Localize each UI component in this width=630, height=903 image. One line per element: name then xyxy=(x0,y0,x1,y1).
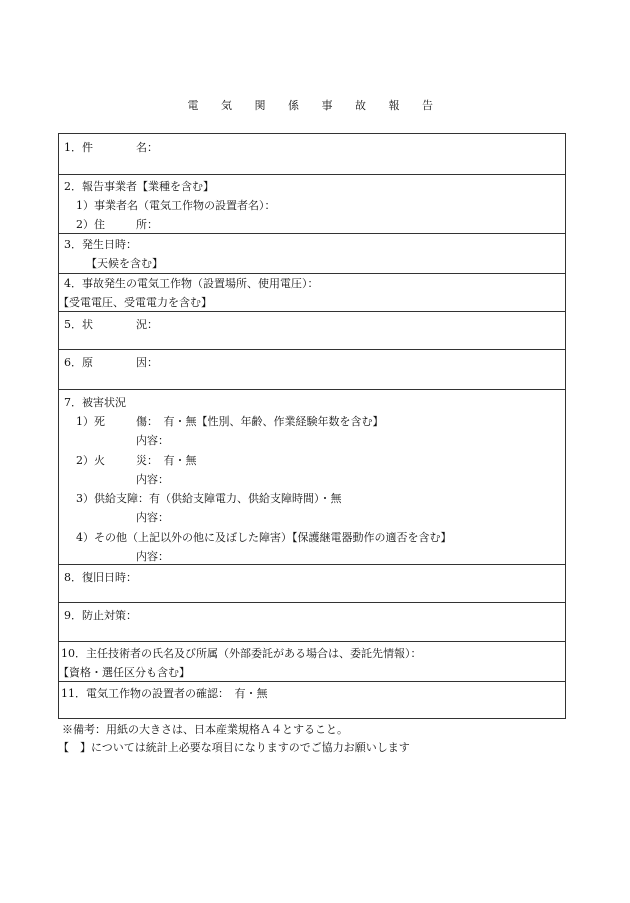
damage-other-content: 内容： xyxy=(136,550,169,563)
chief-engineer-title: 10．主任技術者の氏名及び所属（外部委託がある場合は、委託先情報）： xyxy=(61,647,422,660)
section-chief-engineer xyxy=(59,641,565,682)
damage-other-label: 4）その他（上記以外の他に及ぼした障害）【保護継電器動作の適否を含む】 xyxy=(76,531,452,544)
section-subject-label: 名： xyxy=(136,141,158,154)
cause-label: 因： xyxy=(136,356,158,369)
section-installer-confirmation xyxy=(59,681,565,720)
situation-number: 5．状 xyxy=(64,318,93,331)
section-prevention xyxy=(59,602,565,642)
report-form-table xyxy=(58,133,566,719)
reporter-address-number: 2）住 xyxy=(76,218,105,231)
section-subject-number: 1．件 xyxy=(64,141,93,154)
section-reporter xyxy=(59,174,565,234)
section-occurrence-date xyxy=(59,233,565,274)
chief-engineer-qualification-note: 【資格・選任区分も含む】 xyxy=(58,666,190,679)
section-equipment xyxy=(59,273,565,312)
section-cause xyxy=(59,349,565,390)
reporter-name-line: 1）事業者名（電気工作物の設置者名）： xyxy=(76,199,276,212)
cause-number: 6．原 xyxy=(64,356,93,369)
occurrence-date-title: 3．発生日時： xyxy=(64,238,137,251)
damage-casualty-content: 内容： xyxy=(136,434,169,447)
damage-casualty-number: 1）死 xyxy=(76,415,105,428)
section-subject xyxy=(59,134,565,174)
section-recovery-date xyxy=(59,564,565,603)
situation-label: 況： xyxy=(136,318,158,331)
remark-note: ※備考：用紙の大きさは、日本産業規格Ａ４とすること。 xyxy=(62,723,348,736)
recovery-date-title: 8．復旧日時： xyxy=(64,571,137,584)
installer-confirmation-title: 11．電気工作物の設置者の確認： 有・無 xyxy=(61,687,268,700)
page-title: 電 気 関 係 事 故 報 告 xyxy=(187,99,443,112)
prevention-title: 9．防止対策： xyxy=(64,609,137,622)
damage-supply-label: 3）供給支障：有（供給支障電力、供給支障時間）・無 xyxy=(76,492,342,505)
equipment-title: 4．事故発生の電気工作物（設置場所、使用電圧）： xyxy=(64,277,319,290)
section-situation xyxy=(59,311,565,350)
section-reporter-title: 2．報告事業者【業種を含む】 xyxy=(64,180,214,193)
damage-title: 7．被害状況 xyxy=(64,396,126,409)
reporter-address-label: 所： xyxy=(136,218,158,231)
damage-fire-content: 内容： xyxy=(136,473,169,486)
bracket-note: 【 】については統計上必要な項目になりますのでご協力お願いします xyxy=(58,741,410,754)
occurrence-weather-note: 【天候を含む】 xyxy=(86,257,163,270)
damage-casualty-label: 傷： 有・無【性別、年齢、作業経験年数を含む】 xyxy=(136,415,384,428)
damage-fire-label: 災： 有・無 xyxy=(136,454,197,467)
section-damage xyxy=(59,389,565,565)
damage-supply-content: 内容： xyxy=(136,511,169,524)
damage-fire-number: 2）火 xyxy=(76,454,105,467)
equipment-power-note: 【受電電圧、受電電力を含む】 xyxy=(58,296,212,309)
